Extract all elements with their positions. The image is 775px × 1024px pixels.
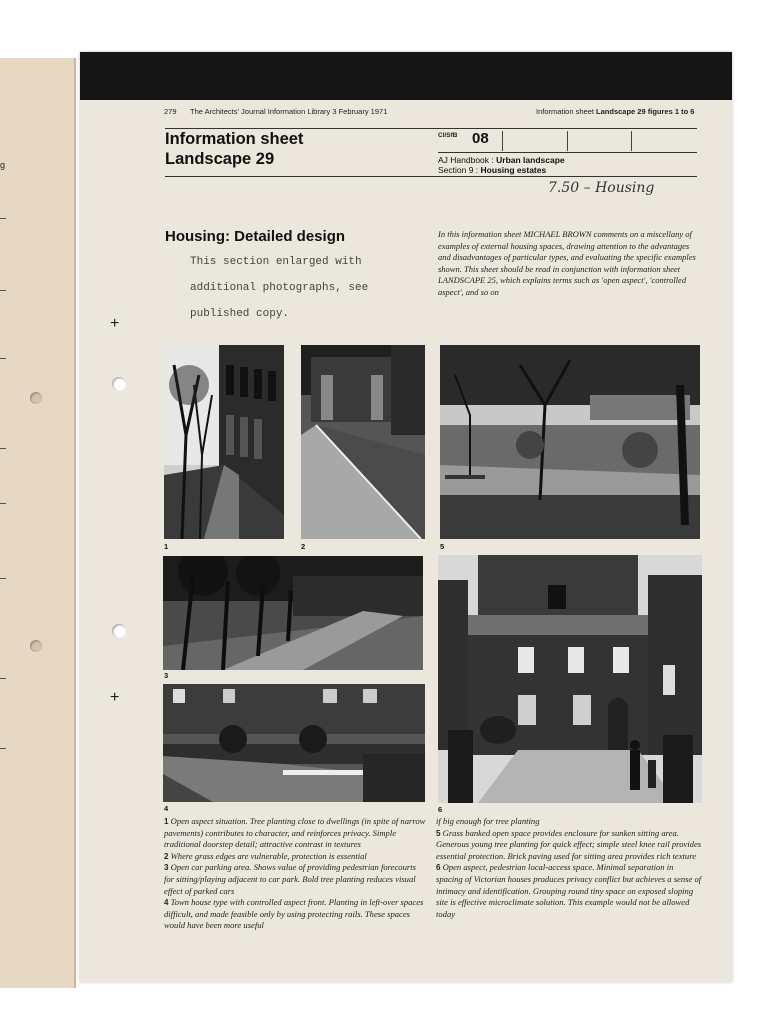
figure-number-3: 3 <box>164 671 169 680</box>
section-title: Housing estates <box>480 165 547 175</box>
black-top-band <box>80 52 732 100</box>
cisfb-label: CI/SfB <box>438 132 458 139</box>
cisfb-number: 08 <box>472 130 489 147</box>
photo-5-sunken-sitting-area <box>440 345 700 539</box>
registration-cross: + <box>110 689 120 706</box>
punch-hole <box>30 392 42 404</box>
text-line-mark <box>0 678 6 679</box>
section-heading: Housing: Detailed design <box>165 228 346 245</box>
header-rule-mid <box>438 152 697 153</box>
cisfb-divider <box>567 131 568 151</box>
figure-number-1: 1 <box>164 542 169 551</box>
sheet-reference-prefix: Information sheet <box>536 107 594 116</box>
caption-3: 3 Open car parking area. Shows value of providing pedestrian forecourts for sitting/playing adjacent to car park. Bold tree planting reduces visual effect of parked cars <box>164 862 416 896</box>
stamp-line-2: additional photographs, see <box>190 282 369 294</box>
sheet-reference <box>536 107 694 116</box>
photo-1-terraced-street <box>164 345 284 539</box>
handbook-prefix: AJ Handbook : <box>438 155 494 165</box>
handbook-reference <box>438 155 565 175</box>
cisfb-divider <box>502 131 503 151</box>
stamp-line-3: published copy. <box>190 308 290 320</box>
caption-5: 5 Grass banked open space provides enclosure for sunken sitting area. Generous young tree planting for quick effect; simple steel knee rail provides essential protection. Brick paving used for sitting area provides rich texture <box>436 827 702 861</box>
sheet-title-line2: Landscape 29 <box>165 150 275 168</box>
stamp-line-1: This section enlarged with <box>190 256 362 268</box>
photo-3-tree-lined-forecourt <box>163 556 423 670</box>
photo-2-path-grass-bank <box>301 345 425 539</box>
journal-line: The Architects' Journal Information Library 3 February 1971 <box>190 107 388 116</box>
caption-4-continuation: if big enough for tree planting <box>436 816 540 826</box>
section-prefix: Section 9 : <box>438 165 479 175</box>
figure-number-5: 5 <box>440 542 445 551</box>
left-page-edge-text: g <box>0 160 6 170</box>
page-number: 279 <box>164 107 177 116</box>
figure-number-4: 4 <box>164 804 169 813</box>
punch-hole <box>112 624 126 638</box>
handwritten-note: 7.50 – Housing <box>548 180 655 196</box>
header-rule-bottom <box>165 176 697 177</box>
cisfb-divider <box>631 131 632 151</box>
text-line-mark <box>0 218 6 219</box>
sheet-reference-figures: Landscape 29 figures 1 to 6 <box>596 107 695 116</box>
text-line-mark <box>0 290 6 291</box>
figure-number-6: 6 <box>438 805 443 814</box>
photo-6-victorian-courtyard <box>438 555 702 803</box>
captions-right-column <box>436 816 702 920</box>
caption-1: 1 Open aspect situation. Tree planting close to dwellings (in spite of narrow pavements) contributes to character, and reinforces privacy. Simple traditional doorstep detail; attractive contrast in textures <box>164 816 426 850</box>
text-line-mark <box>0 503 6 504</box>
caption-4: 4 Town house type with controlled aspect front. Planting in left-over spaces difficult, and made feasible only by using protecting rails. These spaces would have been more useful <box>164 897 424 931</box>
left-facing-page <box>0 58 76 988</box>
sheet-title <box>165 129 303 169</box>
figure-number-2: 2 <box>301 542 306 551</box>
punch-hole <box>30 640 42 652</box>
caption-6: 6 Open aspect, pedestrian local-access space. Minimal separation in spacing of Victorian houses produces privacy conflict but achieves a sense of intimacy and identification. Grouping round tiny space on exposed sloping site is effective microclimate solution. This example would not be allowed today <box>436 862 702 919</box>
caption-2: 2 Where grass edges are vulnerable, protection is essential <box>164 850 367 861</box>
intro-paragraph: In this information sheet MICHAEL BROWN comments on a miscellany of examples of external housing spaces, drawing attention to the advantages and disadvantages of particular types, and evaluating the specific examples shown. This sheet should be read in conjunction with information sheet LANDSCAPE 25, which explains terms such as 'open aspect', 'controlled aspect', and so on <box>438 229 696 297</box>
text-line-mark <box>0 748 6 749</box>
text-line-mark <box>0 448 6 449</box>
text-line-mark <box>0 358 6 359</box>
punch-hole <box>112 377 126 391</box>
photo-4-town-houses-car-park <box>163 684 425 802</box>
information-sheet-page <box>80 52 732 982</box>
text-line-mark <box>0 578 6 579</box>
sheet-title-line1: Information sheet <box>165 130 304 148</box>
registration-cross: + <box>110 315 120 332</box>
handbook-title: Urban landscape <box>496 155 565 165</box>
captions-left-column <box>164 816 426 932</box>
